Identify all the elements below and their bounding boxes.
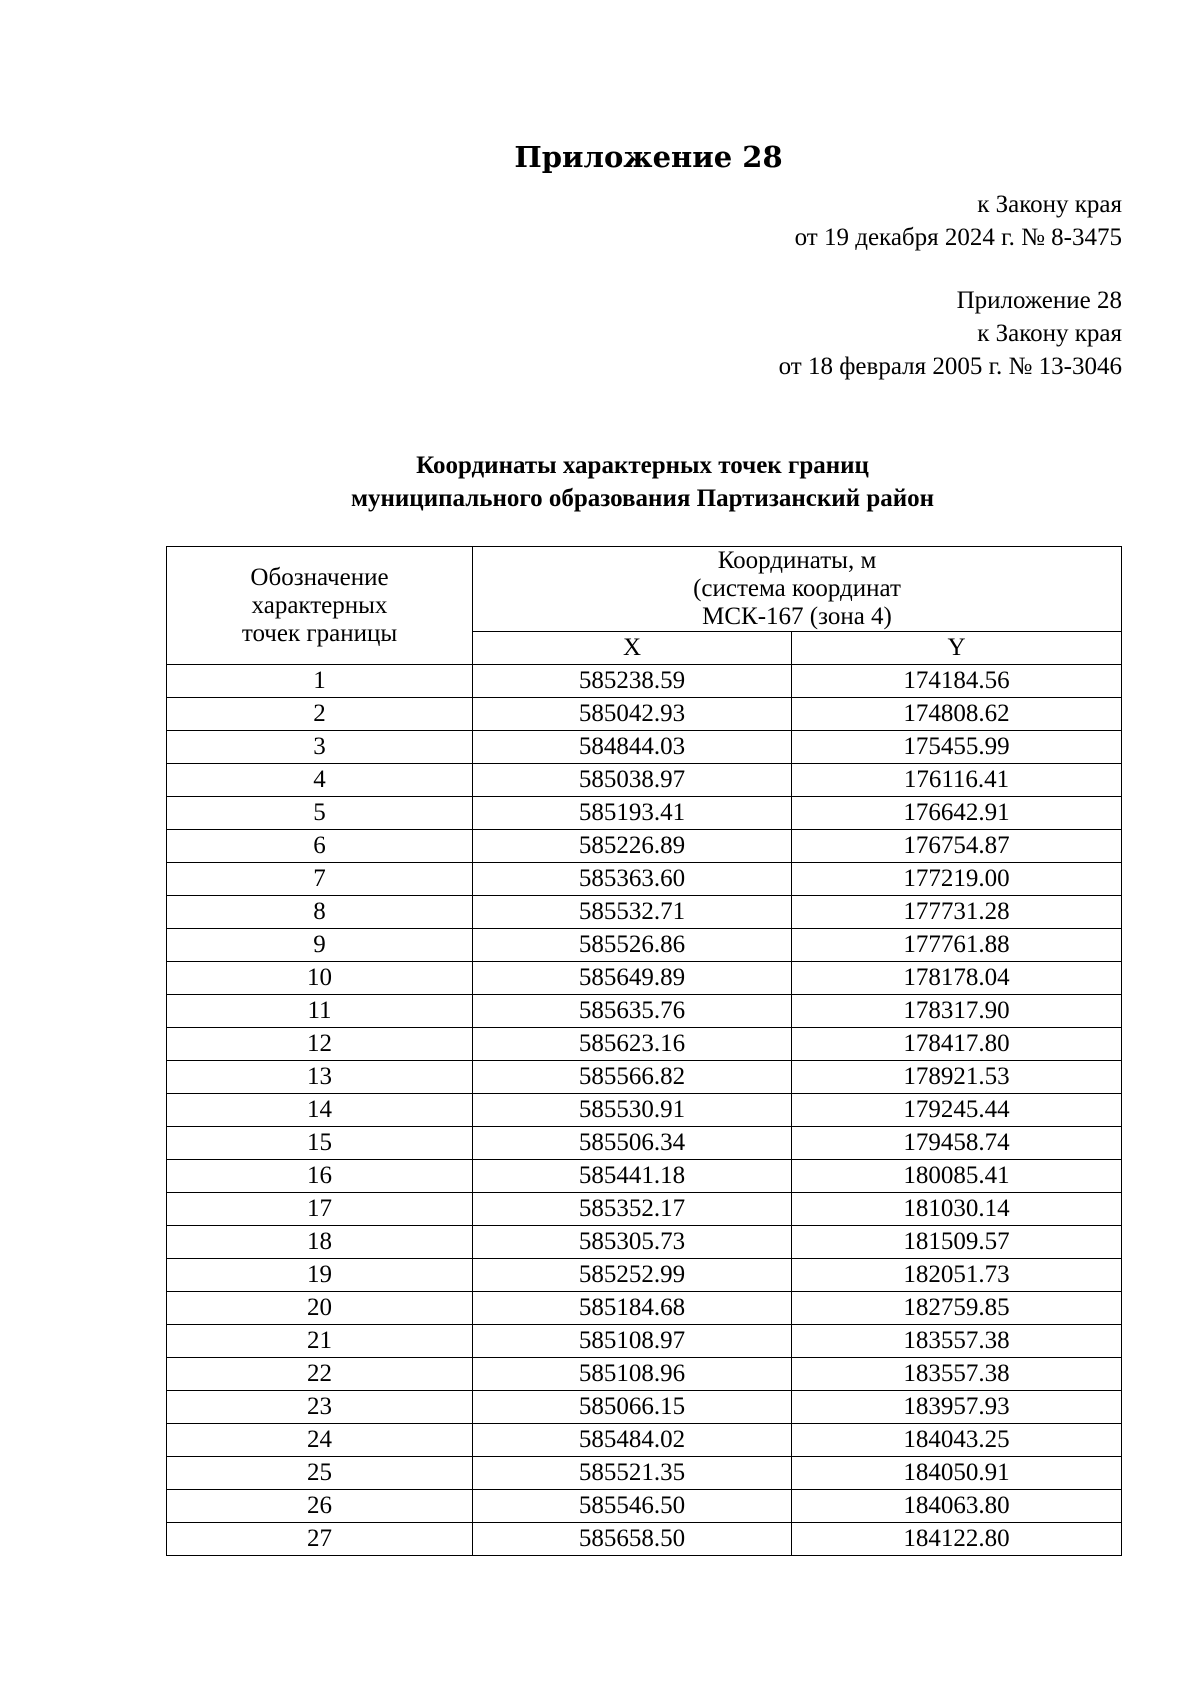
table-row [167,962,1122,995]
x-coordinate-cell: 585623.16 [473,1028,792,1061]
x-coordinate-cell: 585526.86 [473,929,792,962]
table-row [167,1424,1122,1457]
reference-line: к Закону края [977,191,1122,218]
y-coordinate-cell: 180085.41 [792,1160,1122,1193]
x-coordinate-cell: 585042.93 [473,698,792,731]
x-coordinate-cell: 585108.97 [473,1325,792,1358]
x-coordinate-cell: 585649.89 [473,962,792,995]
x-coordinate-cell: 585108.96 [473,1358,792,1391]
y-coordinate-cell: 182051.73 [792,1259,1122,1292]
x-coordinate-cell: 585566.82 [473,1061,792,1094]
y-coordinate-cell: 174184.56 [792,665,1122,698]
table-row [167,863,1122,896]
x-coordinate-cell: 585305.73 [473,1226,792,1259]
header-line: Координаты, м [717,547,877,574]
coordinates-header [473,547,1122,632]
point-number-cell: 4 [167,764,473,797]
y-coordinate-cell: 175455.99 [792,731,1122,764]
x-coordinate-cell: 585521.35 [473,1457,792,1490]
law-reference-current [795,188,1122,254]
x-coordinate-cell: 585066.15 [473,1391,792,1424]
x-coordinate-cell: 585038.97 [473,764,792,797]
table-row [167,698,1122,731]
point-number-cell: 25 [167,1457,473,1490]
coordinates-table [166,546,1122,1556]
table-row [167,929,1122,962]
table-row [167,665,1122,698]
table-row [167,764,1122,797]
table-row [167,1094,1122,1127]
point-number-cell: 26 [167,1490,473,1523]
table-row [167,797,1122,830]
y-coordinate-cell: 177761.88 [792,929,1122,962]
point-number-cell: 3 [167,731,473,764]
header-line: Обозначение [250,563,389,591]
table-row [167,1259,1122,1292]
table-row [167,1490,1122,1523]
x-coordinate-cell: 585506.34 [473,1127,792,1160]
reference-line: от 19 декабря 2024 г. № 8-3475 [794,224,1122,251]
point-number-cell: 14 [167,1094,473,1127]
table-row [167,1325,1122,1358]
x-coordinate-cell: 585193.41 [473,797,792,830]
point-number-cell: 8 [167,896,473,929]
point-number-cell: 15 [167,1127,473,1160]
table-row [167,896,1122,929]
column-y-header: Y [792,632,1122,665]
y-coordinate-cell: 183557.38 [792,1325,1122,1358]
y-coordinate-cell: 184122.80 [792,1523,1122,1556]
heading-line: муниципального образования Партизанский район [350,485,935,512]
y-coordinate-cell: 176116.41 [792,764,1122,797]
y-coordinate-cell: 184050.91 [792,1457,1122,1490]
table-row [167,1127,1122,1160]
point-number-cell: 13 [167,1061,473,1094]
table-row [167,830,1122,863]
x-coordinate-cell: 585184.68 [473,1292,792,1325]
x-coordinate-cell: 585484.02 [473,1424,792,1457]
y-coordinate-cell: 178921.53 [792,1061,1122,1094]
y-coordinate-cell: 179458.74 [792,1127,1122,1160]
x-coordinate-cell: 584844.03 [473,731,792,764]
point-number-cell: 12 [167,1028,473,1061]
x-coordinate-cell: 585530.91 [473,1094,792,1127]
table-row [167,1457,1122,1490]
x-coordinate-cell: 585658.50 [473,1523,792,1556]
header-line: точек границы [241,619,398,647]
y-coordinate-cell: 184063.80 [792,1490,1122,1523]
table-row [167,995,1122,1028]
table-row [167,1523,1122,1556]
header-line: характерных [251,591,388,619]
law-reference-original [779,284,1122,383]
y-coordinate-cell: 182759.85 [792,1292,1122,1325]
document-heading [0,449,1200,515]
x-coordinate-cell: 585441.18 [473,1160,792,1193]
table-row [167,1061,1122,1094]
point-number-cell: 9 [167,929,473,962]
point-number-cell: 23 [167,1391,473,1424]
point-number-cell: 27 [167,1523,473,1556]
point-designation-header [167,547,473,665]
point-number-cell: 16 [167,1160,473,1193]
y-coordinate-cell: 181509.57 [792,1226,1122,1259]
y-coordinate-cell: 178417.80 [792,1028,1122,1061]
y-coordinate-cell: 184043.25 [792,1424,1122,1457]
reference-line: Приложение 28 [956,287,1122,314]
point-number-cell: 18 [167,1226,473,1259]
point-number-cell: 19 [167,1259,473,1292]
point-number-cell: 10 [167,962,473,995]
table-row [167,1028,1122,1061]
x-coordinate-cell: 585352.17 [473,1193,792,1226]
header-line: МСК-167 (зона 4) [702,603,892,630]
x-coordinate-cell: 585226.89 [473,830,792,863]
page-title: Приложение 28 [514,140,783,174]
x-coordinate-cell: 585252.99 [473,1259,792,1292]
table-row [167,1160,1122,1193]
header-line: (система координат [693,575,901,602]
y-coordinate-cell: 183957.93 [792,1391,1122,1424]
y-coordinate-cell: 176642.91 [792,797,1122,830]
y-coordinate-cell: 177219.00 [792,863,1122,896]
point-number-cell: 7 [167,863,473,896]
y-coordinate-cell: 181030.14 [792,1193,1122,1226]
y-coordinate-cell: 178317.90 [792,995,1122,1028]
table-row [167,1193,1122,1226]
point-number-cell: 1 [167,665,473,698]
point-number-cell: 20 [167,1292,473,1325]
x-coordinate-cell: 585635.76 [473,995,792,1028]
x-coordinate-cell: 585532.71 [473,896,792,929]
y-coordinate-cell: 183557.38 [792,1358,1122,1391]
table-row [167,1292,1122,1325]
point-number-cell: 22 [167,1358,473,1391]
y-coordinate-cell: 178178.04 [792,962,1122,995]
point-number-cell: 21 [167,1325,473,1358]
point-number-cell: 5 [167,797,473,830]
table-row [167,1226,1122,1259]
point-number-cell: 24 [167,1424,473,1457]
table-row [167,731,1122,764]
point-number-cell: 17 [167,1193,473,1226]
y-coordinate-cell: 174808.62 [792,698,1122,731]
x-coordinate-cell: 585238.59 [473,665,792,698]
y-coordinate-cell: 177731.28 [792,896,1122,929]
column-x-header: X [473,632,792,665]
y-coordinate-cell: 179245.44 [792,1094,1122,1127]
x-coordinate-cell: 585546.50 [473,1490,792,1523]
y-coordinate-cell: 176754.87 [792,830,1122,863]
point-number-cell: 2 [167,698,473,731]
x-coordinate-cell: 585363.60 [473,863,792,896]
heading-line: Координаты характерных точек границ [416,452,869,479]
reference-line: от 18 февраля 2005 г. № 13-3046 [778,353,1122,380]
reference-line: к Закону края [977,320,1122,347]
table-row [167,1391,1122,1424]
table-row [167,1358,1122,1391]
point-number-cell: 6 [167,830,473,863]
point-number-cell: 11 [167,995,473,1028]
